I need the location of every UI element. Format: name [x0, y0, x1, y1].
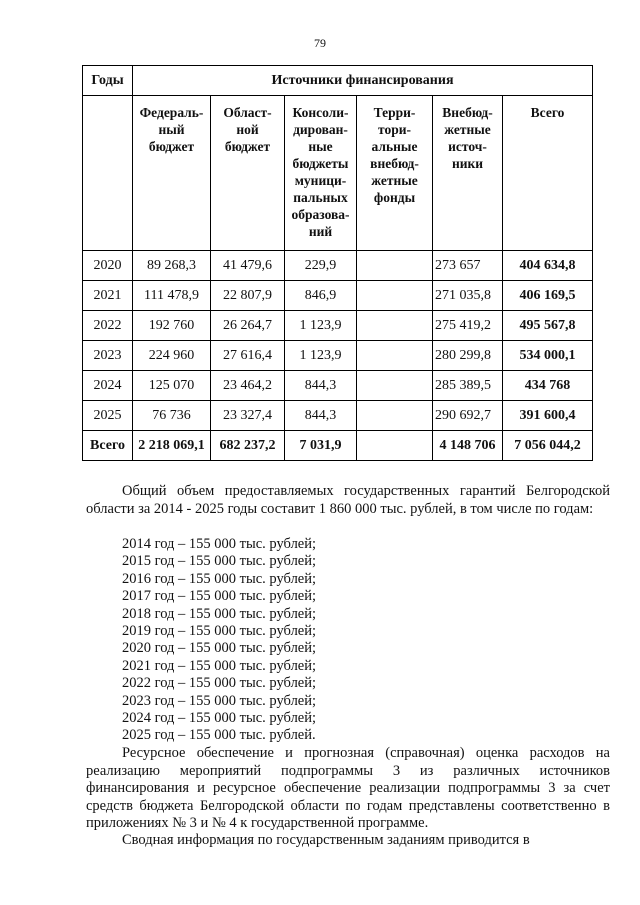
cell-extra: 4 148 706: [433, 431, 503, 461]
cell-regional: 23 327,4: [211, 401, 285, 431]
cell-territorial: [357, 401, 433, 431]
list-item: 2022 год – 155 000 тыс. рублей;: [122, 675, 317, 692]
paragraph-resources: Ресурсное обеспечение и прогнозная (справочная) оценка расходов на реализацию мероприятий подпрограммы 3 из различных источников финансирования и ресурсное обеспечение реализации подпрограммы 3 за счет средств бюджета Белгородской области по годам представлены соответственно в приложениях № 3 и № 4 к государственной программе.: [86, 745, 610, 832]
column-header: Внебюд- жетные источ- ники: [433, 96, 503, 251]
cell-extra: 280 299,8: [433, 341, 503, 371]
table-row: [83, 281, 593, 311]
financing-table: [82, 65, 593, 461]
list-item: 2016 год – 155 000 тыс. рублей;: [122, 570, 317, 587]
list-item: 2021 год – 155 000 тыс. рублей;: [122, 657, 317, 674]
cell-municipal: 844,3: [285, 371, 357, 401]
cell-year: 2025: [83, 401, 133, 431]
table-row: [83, 341, 593, 371]
list-item: 2020 год – 155 000 тыс. рублей;: [122, 640, 317, 657]
cell-municipal: 7 031,9: [285, 431, 357, 461]
paragraph-guarantees: Общий объем предоставляемых государственных гарантий Белгородской области за 2014 - 2025 годы составит 1 860 000 тыс. рублей, в том числе по годам:: [86, 483, 610, 517]
table-row: [83, 371, 593, 401]
cell-municipal: 1 123,9: [285, 341, 357, 371]
cell-federal: 89 268,3: [133, 251, 211, 281]
cell-extra: 290 692,7: [433, 401, 503, 431]
cell-extra: 273 657: [433, 251, 503, 281]
cell-total: 404 634,8: [503, 251, 593, 281]
list-item: 2024 год – 155 000 тыс. рублей;: [122, 710, 317, 727]
cell-territorial: [357, 311, 433, 341]
column-header: Терри- тори- альные внебюд- жетные фонды: [357, 96, 433, 251]
cell-total: 495 567,8: [503, 311, 593, 341]
cell-regional: 41 479,6: [211, 251, 285, 281]
column-header: Консоли- дирован- ные бюджеты муници- пальных образова- ний: [285, 96, 357, 251]
cell-year: 2021: [83, 281, 133, 311]
cell-territorial: [357, 341, 433, 371]
cell-year: 2023: [83, 341, 133, 371]
header-years-spacer: [83, 96, 133, 251]
cell-federal: 125 070: [133, 371, 211, 401]
cell-municipal: 229,9: [285, 251, 357, 281]
cell-year: 2022: [83, 311, 133, 341]
table-row: [83, 251, 593, 281]
list-item: 2025 год – 155 000 тыс. рублей.: [122, 727, 316, 744]
cell-territorial: [357, 281, 433, 311]
list-item: 2019 год – 155 000 тыс. рублей;: [122, 623, 317, 640]
list-item: 2017 год – 155 000 тыс. рублей;: [122, 588, 317, 605]
cell-year: 2020: [83, 251, 133, 281]
column-header: Федераль- ный бюджет: [133, 96, 211, 251]
cell-regional: 682 237,2: [211, 431, 285, 461]
paragraph-summary: Сводная информация по государственным заданиям приводится в: [122, 832, 530, 848]
table-row: [83, 401, 593, 431]
cell-regional: 27 616,4: [211, 341, 285, 371]
cell-federal: 76 736: [133, 401, 211, 431]
cell-municipal: 846,9: [285, 281, 357, 311]
cell-extra: 271 035,8: [433, 281, 503, 311]
cell-municipal: 844,3: [285, 401, 357, 431]
cell-municipal: 1 123,9: [285, 311, 357, 341]
cell-federal: 192 760: [133, 311, 211, 341]
cell-extra: 285 389,5: [433, 371, 503, 401]
cell-territorial: [357, 251, 433, 281]
cell-year: 2024: [83, 371, 133, 401]
cell-regional: 23 464,2: [211, 371, 285, 401]
cell-total: 7 056 044,2: [503, 431, 593, 461]
cell-territorial: [357, 371, 433, 401]
cell-total: 434 768: [503, 371, 593, 401]
cell-federal: 224 960: [133, 341, 211, 371]
cell-federal: 2 218 069,1: [133, 431, 211, 461]
page-number: 79: [314, 36, 326, 50]
header-years: Годы: [83, 66, 133, 96]
cell-regional: 26 264,7: [211, 311, 285, 341]
cell-year: Всего: [83, 431, 133, 461]
cell-total: 391 600,4: [503, 401, 593, 431]
list-item: 2023 год – 155 000 тыс. рублей;: [122, 692, 317, 709]
list-item: 2015 год – 155 000 тыс. рублей;: [122, 553, 317, 570]
cell-regional: 22 807,9: [211, 281, 285, 311]
table-row: [83, 311, 593, 341]
column-header: Област- ной бюджет: [211, 96, 285, 251]
cell-federal: 111 478,9: [133, 281, 211, 311]
list-item: 2014 год – 155 000 тыс. рублей;: [122, 536, 317, 552]
column-header: Всего: [503, 96, 593, 251]
guarantees-list: [122, 536, 316, 745]
cell-extra: 275 419,2: [433, 311, 503, 341]
list-item: 2018 год – 155 000 тыс. рублей;: [122, 605, 317, 622]
cell-territorial: [357, 431, 433, 461]
cell-total: 406 169,5: [503, 281, 593, 311]
table-total-row: [83, 431, 593, 461]
cell-total: 534 000,1: [503, 341, 593, 371]
header-sources: Источники финансирования: [133, 66, 593, 96]
